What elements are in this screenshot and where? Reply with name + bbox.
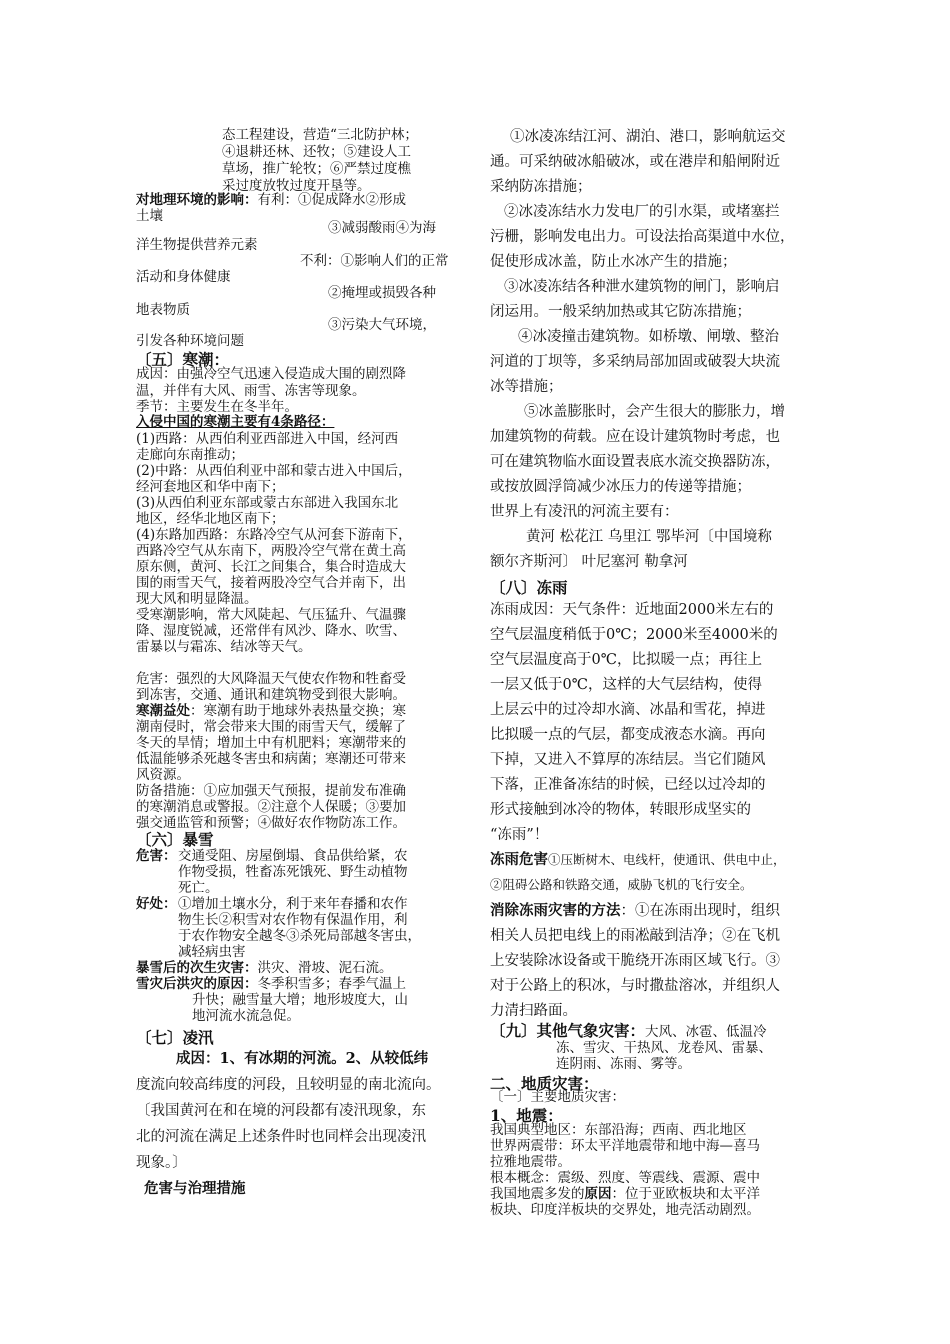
- text-line: ③污染大气环境，: [328, 317, 436, 333]
- flood-label: 雪灾后洪灾的原因：: [136, 976, 258, 992]
- text-line: 板块、印度洋板块的交界处，地壳活动剧烈。: [490, 1202, 760, 1218]
- text-line: 上安装除冰设备或干脆绕开冻雨区域飞行。③: [490, 953, 780, 969]
- text-line: ④退耕还林、还牧；⑤建设人工: [222, 144, 411, 160]
- text-line: 河道的丁坝等，多采纳局部加固或破裂大块流: [490, 354, 780, 370]
- text-line: 成因：1、有冰期的河流。2、从较低纬: [176, 1050, 429, 1067]
- text-line: 我国地震多发的: [490, 1186, 585, 1202]
- text-line: 下掉，又进入不算厚的冻结层。当它们随风: [490, 752, 766, 768]
- text-line: 空气层温度高于0℃，比拟暖一点；再往上: [490, 652, 762, 668]
- section-heading-ice-flood: 〔七〕凌汛: [136, 1028, 214, 1047]
- section-heading-geological: 二、地质灾害：: [490, 1074, 599, 1093]
- text-line: 我国典型地区：东部沿海；西南、西北地区: [490, 1122, 747, 1138]
- freezing-remove-label: 消除冻雨灾害的方法: [490, 902, 621, 919]
- text-line: 上层云中的过冷却水滴、冰晶和雪花，掉进: [490, 702, 766, 718]
- text-line: 度流向较高纬度的河段，且较明显的南北流向。: [136, 1077, 441, 1093]
- text-line: ②阻碍公路和铁路交通，威胁飞机的飞行安全。: [490, 877, 753, 892]
- text-line: 的寒潮消息或警报。②注意个人保暖；③要加: [136, 799, 406, 815]
- quake-cause-line: [490, 1186, 760, 1203]
- text-line: 冻、雪灾、干热风、龙卷风、雷暴、: [556, 1040, 772, 1056]
- text-line: 对于公路上的积冰，与时撒盐溶冰，并组织人: [490, 978, 780, 994]
- section-heading-blizzard: 〔六〕暴雪: [136, 830, 214, 849]
- text-line: 降、湿度锐减，还常伴有风沙、降水、吹雪、: [136, 623, 406, 639]
- text-line: 北的河流在满足上述条件时也同样会出现凌汛: [136, 1129, 426, 1145]
- text-line: 闭运用。一般采纳加热或其它防冻措施；: [490, 304, 751, 320]
- benefit-line: [136, 703, 406, 720]
- flood-line: [136, 976, 406, 993]
- text-line: ④冰凌撞击建筑物。如桥墩、闸墩、整治: [518, 329, 779, 345]
- benefit-label: 寒潮益处: [136, 703, 190, 719]
- text-line: ：寒潮有助于地球外表热量交换；寒: [190, 703, 406, 719]
- text-line: 采过度放牧过度开垦等。: [222, 178, 371, 194]
- text-line: 草场，推广轮牧；⑥严禁过度樵: [222, 161, 411, 177]
- text-line: 大风、冰雹、低温冷: [645, 1024, 767, 1040]
- text-line: 世界两震带：环太平洋地震带和地中海—喜马: [490, 1138, 760, 1154]
- text-line: 围的雨雪天气，接着两股冷空气合并南下，出: [136, 575, 406, 591]
- text-line: 危害：强烈的大风降温天气使农作物和牲畜受: [136, 671, 406, 687]
- text-line: 地区，经华北地区南下；: [136, 511, 285, 527]
- text-line: ：①在冻雨出现时，组织: [620, 903, 780, 919]
- text-line: 促使形成冰盖，防止水冰产生的措施；: [490, 254, 737, 270]
- text-line: 经河套地区和华中南下；: [136, 479, 285, 495]
- text-line: 雷暴以与霜冻、结冰等天气。: [136, 639, 312, 655]
- text-line: 世界上有凌汛的河流主要有：: [490, 504, 679, 520]
- text-line: ②冰凌冻结水力发电厂的引水渠，或堵塞拦: [504, 204, 780, 220]
- text-line: 形式接触到冰冷的物体，转眼形成坚实的: [490, 802, 751, 818]
- text-line: (3)从西伯利亚东部或蒙古东部进入我国东北: [136, 495, 399, 511]
- text-line: 地河流水流急促。: [192, 1008, 300, 1024]
- text-line: 通。可采纳破冰船破冰，或在港岸和船闸附近: [490, 154, 780, 170]
- text-line: 相关人员把电线上的雨凇敲到洁净；②在飞机: [490, 928, 780, 944]
- text-line: ①冰凌冻结江河、湖泊、港口，影响航运交: [510, 129, 786, 145]
- snow-harm-label: 危害：: [136, 848, 177, 864]
- other-hazards-heading: 〔九〕其他气象灾害：: [490, 1021, 646, 1040]
- text-line: 洋生物提供营养元素: [136, 237, 258, 253]
- text-line: 减轻病虫害: [178, 944, 246, 960]
- text-line: 力清扫路面。: [490, 1003, 577, 1019]
- text-line: 死亡。: [178, 880, 219, 896]
- other-hazards-line: [490, 1022, 767, 1041]
- text-line: 引发各种环境问题: [136, 333, 244, 349]
- section-heading-freezing-rain: 〔八〕冻雨: [490, 578, 568, 597]
- routes-heading: 入侵中国的寒潮主要有4条路径：: [136, 414, 335, 430]
- text-line: 空气层温度稍低于0℃；2000米至4000米的: [490, 627, 778, 643]
- impact-line: [136, 192, 406, 209]
- impact-label: 对地理环境的影响：: [136, 192, 258, 208]
- text-line: 物生长②积雪对农作物有保温作用，利: [178, 912, 408, 928]
- text-line: 有利：①促成降水②形成: [257, 192, 406, 208]
- text-line: 强交通监管和预警；④做好农作物防冻工作。: [136, 815, 406, 831]
- text-line: (2)中路：从西伯利亚中部和蒙古进入中国后，: [136, 463, 412, 479]
- section-heading-cold-wave: 〔五〕寒潮：: [136, 350, 230, 369]
- text-line: 地表物质: [136, 302, 190, 318]
- text-line: ⑤冰盖膨胀时，会产生很大的膨胀力，增: [524, 404, 785, 420]
- text-line: 低温能够杀死越冬害虫和病菌；寒潮还可带来: [136, 751, 406, 767]
- freezing-remove-line: [490, 898, 780, 924]
- text-line: 〔我国黄河在和在境的河段都有凌汛现象，东: [136, 1103, 426, 1119]
- text-line: 冬季积雪多；春季气温上: [257, 976, 406, 992]
- text-line: 或按放圆浮筒减少冰压力的传递等措施；: [490, 479, 751, 495]
- text-line: 升快；融雪量大增；地形坡度大，山: [192, 992, 408, 1008]
- text-line: 黄河 松花江 乌里江 鄂毕河〔中国境称: [526, 529, 772, 545]
- text-line: 一层又低于0℃，这样的大气层结构，使得: [490, 677, 762, 693]
- text-line: 洪灾、滑坡、泥石流。: [257, 960, 393, 976]
- freezing-harm-label: 冻雨危害: [490, 851, 548, 868]
- text-line: 活动和身体健康: [136, 269, 231, 285]
- text-line: 潮南侵时，常会带来大围的雨雪天气，缓解了: [136, 719, 406, 735]
- text-line: 下落，正准备冻结的时候，已经以过冷却的: [490, 777, 766, 793]
- text-line: 加建筑物的荷载。应在设计建筑物时考虑，也: [490, 429, 780, 445]
- text-line: 拉雅地震带。: [490, 1154, 571, 1170]
- text-line: 连阴雨、冻雨、雾等。: [556, 1056, 691, 1072]
- text-line: (4)东路加西路：东路冷空气从河套下游南下，: [136, 527, 412, 543]
- text-line: 现象。〕: [136, 1155, 187, 1171]
- text-line: ①增加土壤水分，利于来年春播和农作: [178, 896, 408, 912]
- text-line: 风资源。: [136, 767, 190, 783]
- text-line: 土壤: [136, 208, 163, 224]
- text-line: 防备措施：①应加强天气预报，提前发布准确: [136, 783, 406, 799]
- text-line: (1)西路：从西伯利亚西部进入中国，经河西: [136, 431, 399, 447]
- text-line: 冰等措施；: [490, 379, 563, 395]
- text-line: 不利：①影响人们的正常: [300, 253, 449, 269]
- text-line: 冻雨成因：天气条件：近地面2000米左右的: [490, 602, 774, 618]
- text-line: 成因：由强冷空气迅速入侵造成大围的剧烈降: [136, 366, 406, 382]
- section-heading-earthquake: 1、地震：: [490, 1106, 563, 1125]
- text-line: 作物受损，牲畜冻死饿死、野生动植物: [178, 864, 408, 880]
- text-line: 采纳防冻措施；: [490, 179, 592, 195]
- text-line: 原东侧，黄河、长江之间集合，集合时造成大: [136, 559, 406, 575]
- text-line: 可在建筑物临水面设置表底水流交换器防冻，: [490, 454, 780, 470]
- text-line: 现大风和明显降温。: [136, 591, 258, 607]
- text-line: 受寒潮影响，常大风陡起、气压猛升、气温骤: [136, 607, 406, 623]
- text-line: 〔一〕主要地质灾害：: [490, 1089, 625, 1105]
- ice-cause-line: [176, 1046, 428, 1072]
- text-line: 交通受阻、房屋倒塌、食品供给紧，农: [178, 848, 408, 864]
- text-line: 温，并伴有大风、雨雪、冻害等现象。: [136, 383, 366, 399]
- quake-cause-label: 原因: [584, 1186, 612, 1202]
- text-line: 污栅，影响发电出力。可设法抬高渠道中水位，: [490, 229, 795, 245]
- text-line: ：位于亚欧板块和太平洋: [611, 1186, 760, 1202]
- secondary-label: 暴雪后的次生灾害：: [136, 960, 258, 976]
- text-line: ②掩埋或损毁各种: [328, 285, 436, 301]
- text-line: 冬天的旱情；增加土中有机肥料；寒潮带来的: [136, 735, 406, 751]
- text-line: 季节：主要发生在冬半年。: [136, 399, 298, 415]
- secondary-line: [136, 960, 393, 977]
- text-line: 到冻害，交通、通讯和建筑物受到很大影响。: [136, 687, 406, 703]
- text-line: “冻雨”！: [490, 827, 549, 843]
- text-line: 西路冷空气从东南下，两股冷空气常在黄土高: [136, 543, 406, 559]
- text-line: 比拟暖一点的气层，都变成液态水滴。再向: [490, 727, 766, 743]
- text-line: 根本概念：震级、烈度、等震线、震源、震中: [490, 1170, 760, 1186]
- text-line: 于农作物安全越冬③杀死局部越冬害虫，: [178, 928, 421, 944]
- text-line: 态工程建设，营造“三北防护林；: [222, 127, 418, 143]
- text-line: ③减弱酸雨④为海: [328, 220, 436, 236]
- freezing-harm-line: [490, 850, 786, 870]
- snow-good-label: 好处：: [136, 896, 177, 912]
- ice-measures-heading: 危害与治理措施: [144, 1180, 246, 1197]
- text-line: ③冰凌冻结各种泄水建筑物的闸门，影响启: [504, 279, 780, 295]
- text-line: 走廊向东南推动；: [136, 447, 244, 463]
- text-line: ①压断树木、电线杆，使通讯、供电中止，: [548, 852, 786, 867]
- text-line: 额尔齐斯河〕 叶尼塞河 勒拿河: [490, 554, 688, 570]
